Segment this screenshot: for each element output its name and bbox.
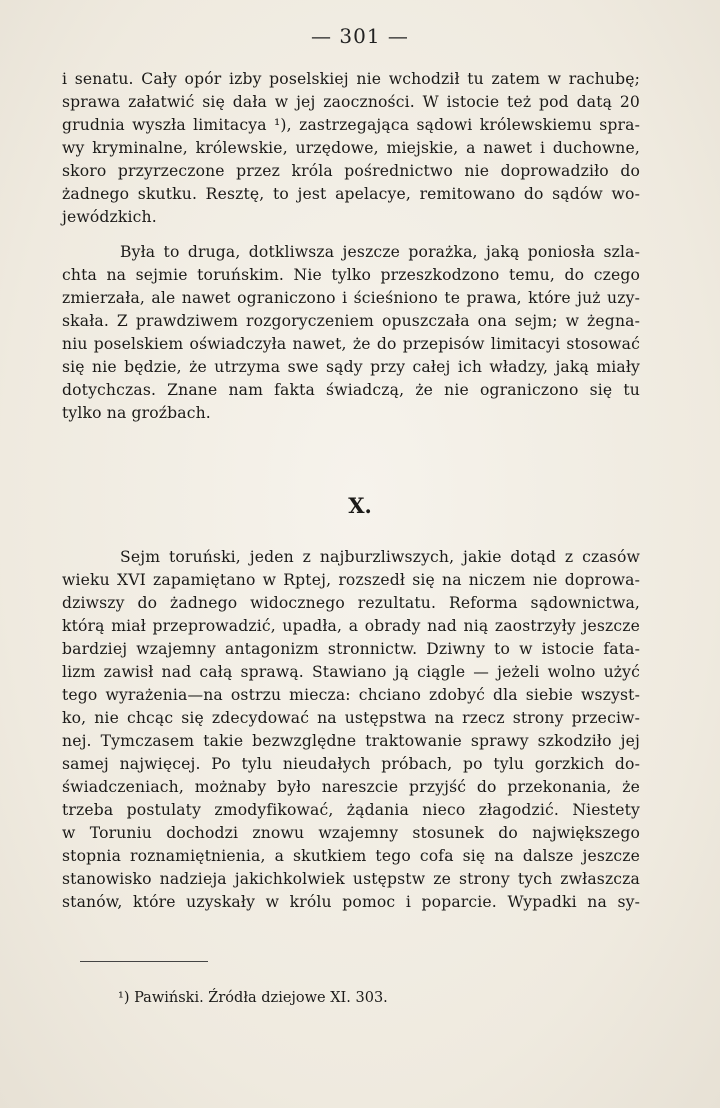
section-heading: X. <box>348 493 372 518</box>
text-line: stanów, które uzyskały w królu pomoc i poparcie. Wypadki na sy- <box>62 893 640 911</box>
text-line: bardziej wzajemny antagonizm stronnictw. Dziwny to w istocie fata- <box>62 640 640 658</box>
text-line: grudnia wyszła limitacya ¹), zastrzegająca sądowi królewskiemu spra- <box>62 116 640 134</box>
text-line: stopnia roznamiętnienia, a skutkiem tego cofa się na dalsze jeszcze <box>62 847 640 865</box>
footnote: ¹) Pawiński. Źródła dziejowe XI. 303. <box>118 990 388 1006</box>
text-line: skała. Z prawdziwem rozgoryczeniem opuszczała ona sejm; w żegna- <box>62 312 640 330</box>
text-line: tego wyrażenia—na ostrzu miecza: chciano zdobyć dla siebie wszyst- <box>62 686 640 704</box>
text-line: stanowisko nadzieja jakichkolwiek ustępstw ze strony tych zwłaszcza <box>62 870 640 888</box>
text-line: świadczeniach, możnaby było nareszcie przyjść do przekonania, że <box>62 778 640 796</box>
text-line: jewódzkich. <box>62 208 157 226</box>
text-line: samej najwięcej. Po tylu nieudałych próbach, po tylu gorzkich do- <box>62 755 640 773</box>
paragraph-2 <box>62 241 640 425</box>
text-line: skoro przyrzeczone przez króla pośrednictwo nie doprowadziło do <box>62 162 640 180</box>
text-line: tylko na groźbach. <box>62 404 211 422</box>
footnote-divider <box>80 961 208 962</box>
text-line: dotychczas. Znane nam fakta świadczą, że nie ograniczono się tu <box>62 381 640 399</box>
page-number: — 301 — <box>311 24 409 48</box>
text-line: którą miał przeprowadzić, upadła, a obrady nad nią zaostrzyły jeszcze <box>62 617 640 635</box>
text-line: trzeba postulaty zmodyfikować, żądania nieco złagodzić. Niestety <box>62 801 640 819</box>
text-line: lizm zawisł nad całą sprawą. Stawiano ją ciągle — jeżeli wolno użyć <box>62 663 640 681</box>
text-line: dziwszy do żadnego widocznego rezultatu. Reforma sądownictwa, <box>62 594 640 612</box>
text-line: wieku XVI zapamiętano w Rptej, rozszedł się na niczem nie doprowa- <box>62 571 640 589</box>
text-line: niu poselskiem oświadczyła nawet, że do przepisów limitacyi stosować <box>62 335 640 353</box>
text-line: Sejm toruński, jeden z najburzliwszych, jakie dotąd z czasów <box>120 548 640 566</box>
paragraph-3 <box>62 546 640 914</box>
text-line: nej. Tymczasem takie bezwzględne traktowanie sprawy szkodziło jej <box>62 732 640 750</box>
text-line: i senatu. Cały opór izby poselskiej nie wchodził tu zatem w rachubę; <box>62 70 640 88</box>
text-line: sprawa załatwić się dała w jej zaoczności. W istocie też pod datą 20 <box>62 93 640 111</box>
text-line: w Toruniu dochodzi znowu wzajemny stosunek do największego <box>62 824 640 842</box>
paragraph-1 <box>62 68 640 229</box>
text-line: wy kryminalne, królewskie, urzędowe, miejskie, a nawet i duchowne, <box>62 139 640 157</box>
text-line: ko, nie chcąc się zdecydować na ustępstwa na rzecz strony przeciw- <box>62 709 640 727</box>
text-line: się nie będzie, że utrzyma swe sądy przy całej ich władzy, jaką miały <box>62 358 640 376</box>
text-line: chta na sejmie toruńskim. Nie tylko przeszkodzono temu, do czego <box>62 266 640 284</box>
text-line: żadnego skutku. Resztę, to jest apelacye, remitowano do sądów wo- <box>62 185 640 203</box>
text-line: Była to druga, dotkliwsza jeszcze porażka, jaką poniosła szla- <box>120 243 640 261</box>
text-line: zmierzała, ale nawet ograniczono i ścieśniono te prawa, które już uzy- <box>62 289 640 307</box>
